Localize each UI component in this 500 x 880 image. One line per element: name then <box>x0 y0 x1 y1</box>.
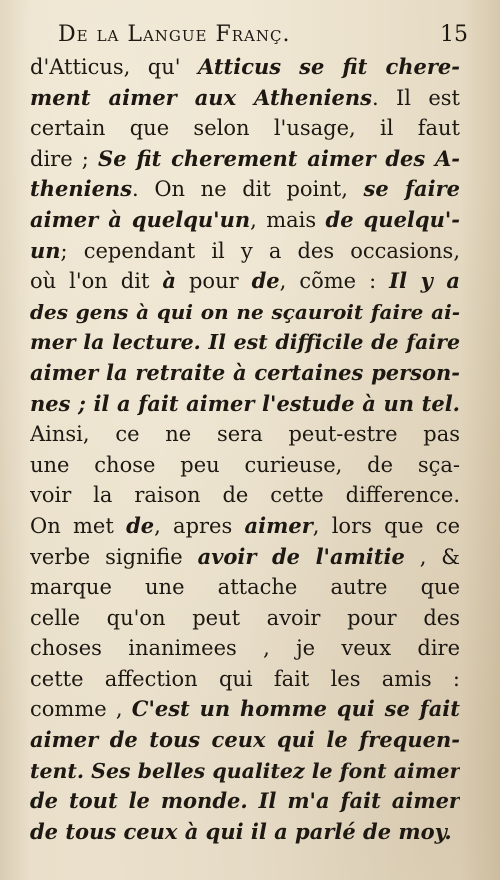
text-segment: comme , <box>30 697 132 722</box>
text-line <box>30 389 460 420</box>
text-line <box>30 205 460 236</box>
text-segment: cette affection qui fait les amis : <box>30 666 460 691</box>
text-segment: celle qu'on peut avoir pour des <box>30 605 460 630</box>
text-segment: theniens <box>30 176 133 202</box>
text-segment: une chose peu curieuse, de sça- <box>30 452 460 477</box>
text-line <box>30 419 460 450</box>
text-segment: verbe signifie <box>30 544 198 569</box>
text-segment: dire ; <box>30 146 99 171</box>
text-line <box>30 266 460 297</box>
text-segment: de tout le monde. Il m'a fait aimer <box>30 788 460 814</box>
text-segment: . On ne dit point, <box>132 177 364 202</box>
text-line <box>30 664 460 695</box>
text-segment: Il y a <box>389 268 460 294</box>
text-segment: aimer <box>244 512 313 538</box>
text-line <box>30 297 460 328</box>
text-segment: On met <box>30 513 127 538</box>
text-line <box>30 603 460 634</box>
text-segment: C'est un homme qui se fait <box>131 696 460 722</box>
text-segment: ; cependant il y a des occasions, <box>60 238 460 263</box>
text-segment: à <box>162 268 176 294</box>
text-segment: , cõme : <box>279 269 390 294</box>
text-line <box>30 236 460 267</box>
text-line <box>30 694 460 725</box>
text-segment: pour <box>176 269 252 294</box>
text-line <box>30 756 460 787</box>
text-segment: d'Atticus, qu' <box>30 55 198 79</box>
text-segment: des gens à qui on ne sçauroit faire ai- <box>30 299 460 324</box>
text-segment: avoir de l'amitie <box>197 543 405 569</box>
page-number: 15 <box>440 22 468 47</box>
running-title: De la Langue Franç. <box>58 22 291 47</box>
text-segment: où l'on dit <box>30 269 163 294</box>
text-line <box>30 52 460 83</box>
text-segment: de <box>251 268 280 294</box>
text-segment: choses inanimees , je veux dire <box>30 636 460 661</box>
running-head <box>58 22 468 52</box>
text-segment: , lors que ce <box>312 513 460 538</box>
text-line <box>30 633 460 664</box>
body-text <box>30 52 460 847</box>
text-segment: Atticus se fit chere- <box>197 54 460 79</box>
text-line <box>30 450 460 481</box>
text-segment: nes ; il a fait aimer l'estude à un tel. <box>30 390 460 416</box>
text-segment: de tous ceux à qui il a parlé de moy. <box>30 818 452 844</box>
text-segment: de <box>126 512 155 538</box>
text-line <box>30 480 460 511</box>
text-line <box>30 511 460 542</box>
text-line <box>30 358 460 389</box>
text-line <box>30 144 460 175</box>
text-line <box>30 817 460 848</box>
text-segment: aimer de tous ceux qui le frequen- <box>30 727 460 753</box>
text-segment: certain que selon l'usage, il faut <box>30 116 460 141</box>
text-segment: aimer la retraite à certaines person- <box>30 359 460 385</box>
text-segment: marque une attache autre que <box>30 575 460 600</box>
text-segment: tent. Ses belles qualitez le font aimer <box>30 758 460 783</box>
text-line <box>30 572 460 603</box>
text-segment: aimer à quelqu'un <box>30 206 251 232</box>
text-line <box>30 542 460 573</box>
text-segment: voir la raison de cette difference. <box>30 483 460 508</box>
text-segment: Se fit cherement aimer des A- <box>98 145 460 171</box>
text-line <box>30 725 460 756</box>
text-segment: se faire <box>363 176 460 202</box>
text-line <box>30 174 460 205</box>
text-line <box>30 113 460 144</box>
text-segment: , apres <box>154 513 245 538</box>
text-segment: . Il est <box>372 85 460 110</box>
text-segment: ment aimer aux Atheniens <box>30 84 373 110</box>
text-segment: mer la lecture. Il est difficile de faire <box>30 330 460 355</box>
text-segment: , & <box>404 544 460 569</box>
text-line <box>30 327 460 358</box>
text-segment: Ainsi, ce ne sera peut-estre pas <box>30 422 460 447</box>
text-segment: , mais <box>250 207 326 232</box>
text-line <box>30 83 460 114</box>
text-line <box>30 786 460 817</box>
text-segment: un <box>30 237 61 263</box>
text-segment: de quelqu'- <box>325 206 460 232</box>
